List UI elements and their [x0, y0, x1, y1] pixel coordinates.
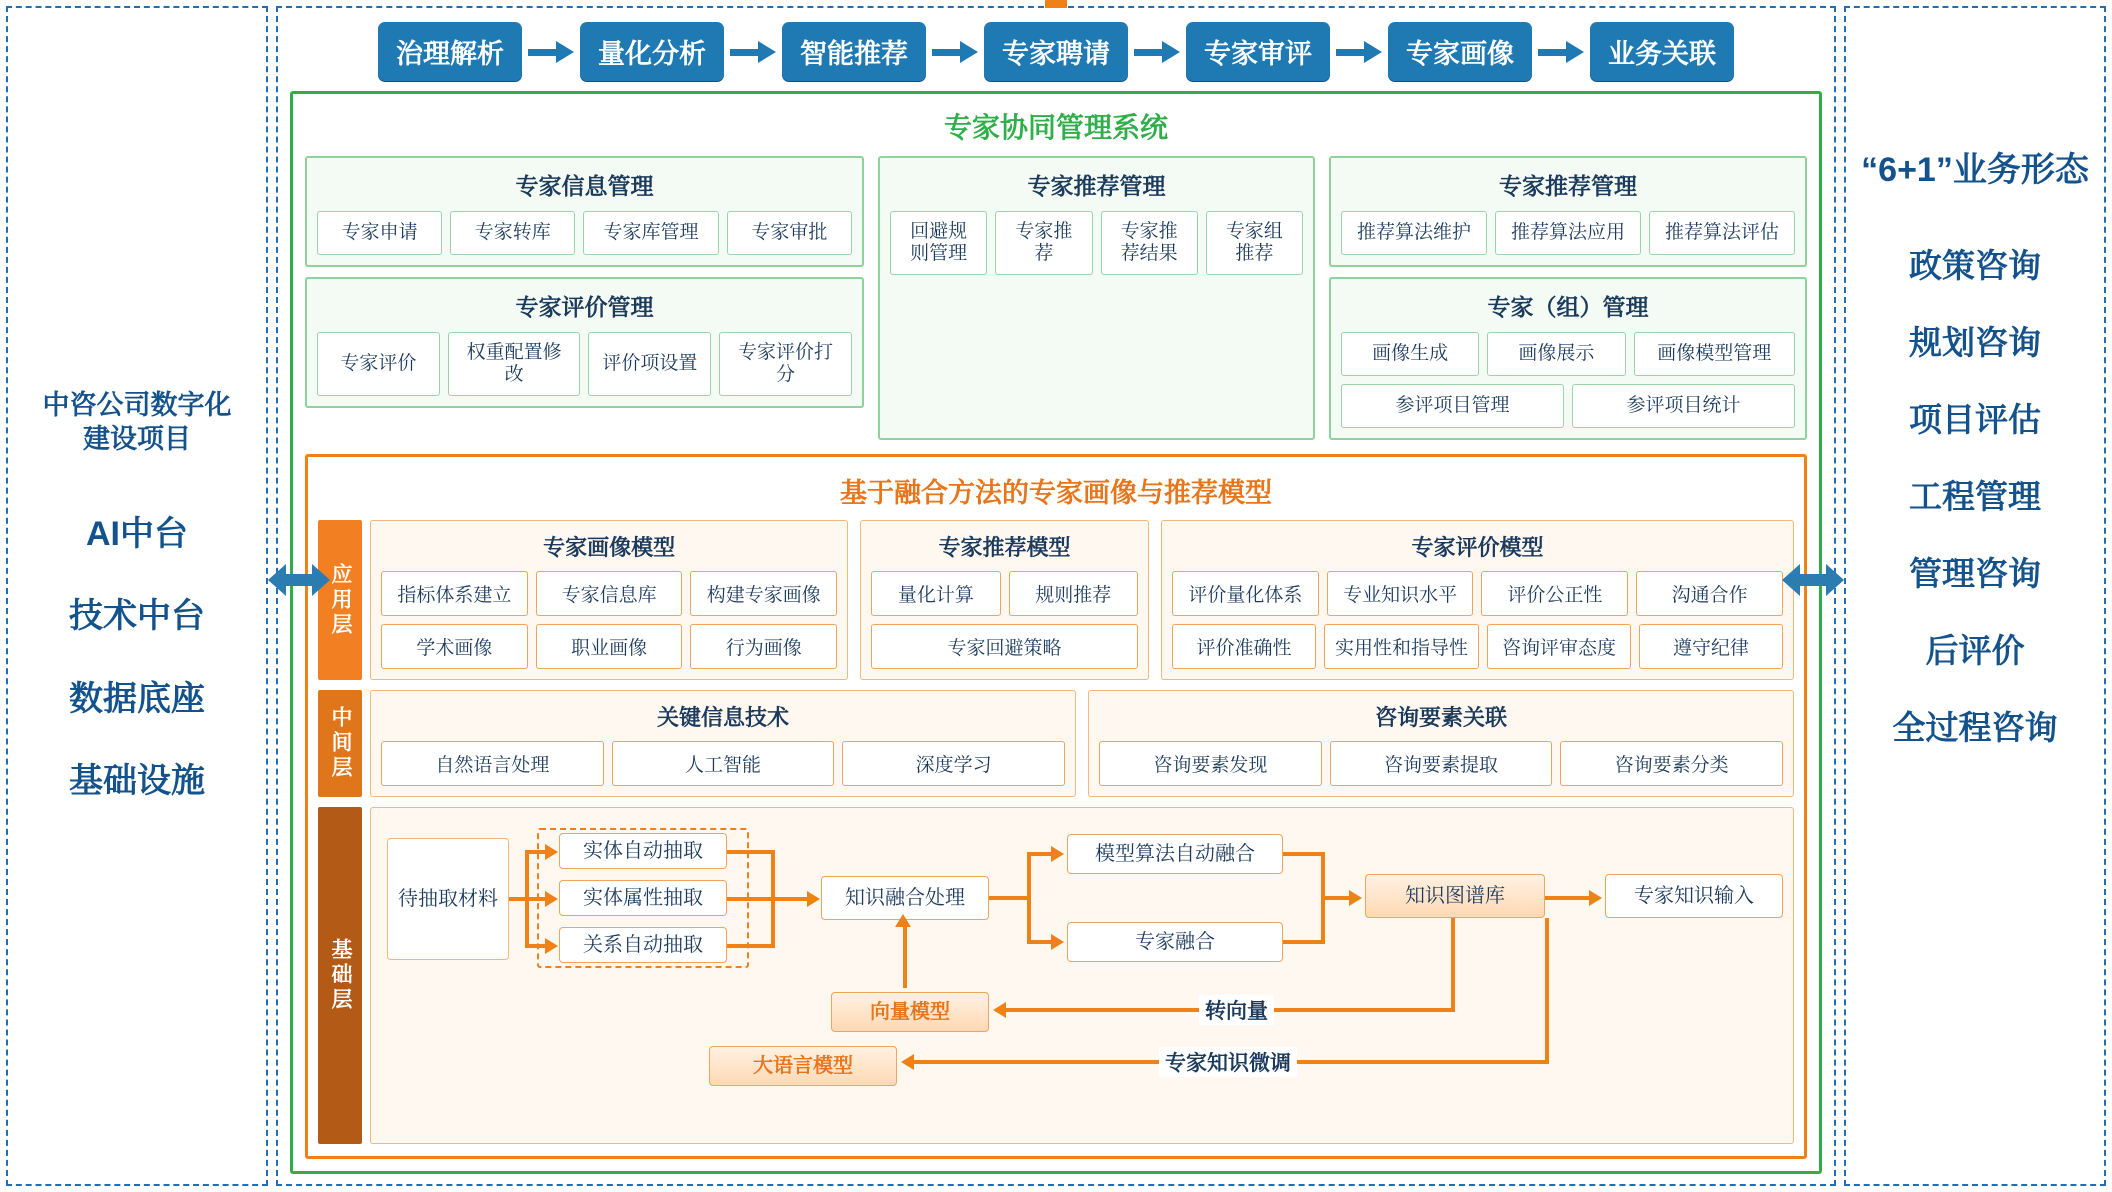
edge-merge-to-fusion: [771, 897, 809, 901]
left-item-infrastructure: 基础设施: [69, 762, 205, 801]
node-knowledge-graph-db[interactable]: 知识图谱库: [1365, 874, 1545, 918]
btn-nlp[interactable]: 自然语言处理: [381, 741, 604, 786]
arrow-right-icon: [1538, 41, 1584, 63]
btn-algo-maintain[interactable]: 推荐算法维护: [1341, 211, 1487, 255]
btn-expert-recommend-result[interactable]: 专家推荐结果: [1101, 211, 1198, 275]
btn-quantitative-calc[interactable]: 量化计算: [871, 571, 1000, 616]
btn-expert-avoidance-strategy[interactable]: 专家回避策略: [871, 624, 1138, 669]
right-item-policy-consulting: 政策咨询: [1909, 247, 2041, 285]
right-left-double-arrow-icon: [1782, 560, 1844, 600]
model-title: 基于融合方法的专家画像与推荐模型: [840, 478, 1272, 508]
btn-portrait-display[interactable]: 画像展示: [1487, 332, 1625, 376]
panel-recommend-algorithm-title: 专家推荐管理: [1499, 173, 1638, 199]
panel-expert-info: [305, 156, 864, 267]
edge-kg-down: [1451, 918, 1455, 1012]
group-key-info-tech-title: 关键信息技术: [656, 705, 789, 730]
btn-expert-group-recommend[interactable]: 专家组推荐: [1206, 211, 1303, 275]
arrow-right-icon: [528, 41, 574, 63]
panel-expert-recommend: [878, 156, 1315, 440]
arrow-head-icon: [545, 891, 558, 907]
btn-rule-recommend[interactable]: 规则推荐: [1009, 571, 1138, 616]
flow-step-2[interactable]: 量化分析: [580, 22, 724, 81]
edge-to-relation: [525, 944, 547, 948]
group-expert-evaluation-model-title: 专家评价模型: [1411, 535, 1544, 560]
btn-discipline-compliance[interactable]: 遵守纪律: [1639, 624, 1783, 669]
layer-tab-middle: 中间层: [318, 690, 362, 797]
node-entity-extraction[interactable]: 实体自动抽取: [559, 833, 727, 869]
node-relation-extraction[interactable]: 关系自动抽取: [559, 927, 727, 963]
btn-expert-apply[interactable]: 专家申请: [317, 211, 442, 255]
panel-expert-group-title: 专家（组）管理: [1487, 294, 1649, 320]
panel-expert-evaluation-title: 专家评价管理: [515, 294, 654, 320]
btn-artificial-intelligence[interactable]: 人工智能: [612, 741, 835, 786]
left-panel: [6, 6, 268, 1186]
btn-element-extraction[interactable]: 咨询要素提取: [1330, 741, 1553, 786]
layer-tab-base: 基础层: [318, 807, 362, 1144]
edge-fusion-split: [1027, 852, 1031, 944]
left-right-double-arrow-icon: [268, 560, 330, 600]
flow-step-5[interactable]: 专家审评: [1186, 22, 1330, 81]
node-attribute-extraction[interactable]: 实体属性抽取: [559, 880, 727, 916]
group-consulting-element-relation: [1088, 690, 1794, 797]
btn-eval-accuracy[interactable]: 评价准确性: [1172, 624, 1316, 669]
left-item-ai-midplatform: AI中台: [86, 514, 188, 553]
btn-eval-quant-system[interactable]: 评价量化体系: [1172, 571, 1319, 616]
edge-entity-out: [727, 850, 775, 854]
node-vector-model[interactable]: 向量模型: [831, 992, 989, 1032]
left-item-data-base: 数据底座: [69, 679, 205, 718]
node-source-material[interactable]: 待抽取材料: [387, 838, 509, 960]
node-algorithm-auto-fusion[interactable]: 模型算法自动融合: [1067, 834, 1283, 874]
btn-review-project-manage[interactable]: 参评项目管理: [1341, 384, 1564, 428]
arrow-head-icon: [1589, 890, 1602, 906]
btn-portrait-model-manage[interactable]: 画像模型管理: [1634, 332, 1795, 376]
edge-to-attr: [525, 897, 547, 901]
edge-vector-to-fusion: [903, 922, 907, 988]
right-panel: [1844, 6, 2106, 1186]
btn-index-system-build[interactable]: 指标体系建立: [381, 571, 528, 616]
btn-expert-pool-manage[interactable]: 专家库管理: [583, 211, 718, 255]
panel-recommend-algorithm: [1329, 156, 1807, 267]
up-arrow-icon: [1034, 0, 1078, 8]
arrow-head-icon: [1349, 890, 1362, 906]
arrow-head-icon: [901, 1054, 914, 1070]
fusion-model-box: [305, 454, 1807, 1159]
arrow-head-icon: [1051, 934, 1064, 950]
right-item-management-consulting: 管理咨询: [1909, 555, 2041, 593]
btn-expert-evaluation-scoring[interactable]: 专家评价打分: [719, 332, 852, 396]
edge-fusion-out: [989, 896, 1031, 900]
left-panel-title: 中咨公司数字化建设项目: [42, 390, 232, 454]
left-item-tech-midplatform: 技术中台: [69, 597, 205, 636]
btn-expert-recommend[interactable]: 专家推荐: [995, 211, 1092, 275]
btn-weight-config-edit[interactable]: 权重配置修改: [448, 332, 581, 396]
system-column-right: [1329, 156, 1807, 440]
system-panels: [305, 156, 1807, 440]
arrow-head-icon: [807, 891, 820, 907]
btn-portrait-generate[interactable]: 画像生成: [1341, 332, 1479, 376]
group-expert-evaluation-model: [1161, 520, 1794, 680]
edge-expert-out: [1283, 940, 1325, 944]
right-item-whole-process-consulting: 全过程咨询: [1892, 709, 2058, 747]
flow-step-6[interactable]: 专家画像: [1388, 22, 1532, 81]
btn-evaluation-item-setting[interactable]: 评价项设置: [588, 332, 711, 396]
right-item-project-evaluation: 项目评估: [1909, 401, 2041, 439]
flow-step-4[interactable]: 专家聘请: [984, 22, 1128, 81]
panel-expert-evaluation: [305, 277, 864, 408]
right-panel-items: [1893, 240, 2058, 749]
btn-review-project-stats[interactable]: 参评项目统计: [1572, 384, 1795, 428]
right-panel-title: “6+1”业务形态: [1861, 151, 2089, 189]
system-column-left: [305, 156, 864, 440]
edge-kg-down-2: [1545, 918, 1549, 1062]
arrow-right-icon: [932, 41, 978, 63]
edge-to-entity: [525, 850, 547, 854]
right-item-engineering-management: 工程管理: [1909, 478, 2041, 516]
btn-career-portrait[interactable]: 职业画像: [536, 624, 683, 669]
btn-expert-evaluate[interactable]: 专家评价: [317, 332, 440, 396]
group-consulting-element-relation-title: 咨询要素关联: [1374, 705, 1507, 730]
right-item-post-evaluation: 后评价: [1925, 632, 2025, 670]
arrow-head-icon: [1051, 846, 1064, 862]
base-flow-container: [370, 807, 1794, 1144]
node-expert-fusion[interactable]: 专家融合: [1067, 922, 1283, 962]
btn-eval-fairness[interactable]: 评价公正性: [1481, 571, 1628, 616]
arrow-head-icon: [993, 1002, 1006, 1018]
arrow-right-icon: [730, 41, 776, 63]
btn-practicality-guidance[interactable]: 实用性和指导性: [1324, 624, 1479, 669]
edge-algo-out: [1283, 852, 1325, 856]
node-expert-knowledge-input[interactable]: 专家知识输入: [1605, 874, 1783, 918]
arrow-head-icon: [545, 844, 558, 860]
group-expert-portrait-model: [370, 520, 848, 680]
btn-expert-info-library[interactable]: 专家信息库: [536, 571, 683, 616]
panel-expert-group: [1329, 277, 1807, 440]
btn-review-attitude[interactable]: 咨询评审态度: [1487, 624, 1631, 669]
arrow-right-icon: [1336, 41, 1382, 63]
edge-relation-out: [727, 944, 775, 948]
btn-element-discovery[interactable]: 咨询要素发现: [1099, 741, 1322, 786]
btn-algo-apply[interactable]: 推荐算法应用: [1495, 211, 1641, 255]
flow-step-3[interactable]: 智能推荐: [782, 22, 926, 81]
flow-step-1[interactable]: 治理解析: [378, 22, 522, 81]
btn-deep-learning[interactable]: 深度学习: [842, 741, 1065, 786]
label-to-vector: 转向量: [1199, 995, 1274, 1025]
panel-expert-info-title: 专家信息管理: [515, 173, 654, 199]
layer-base: [318, 807, 1794, 1144]
btn-expert-transfer[interactable]: 专家转库: [450, 211, 575, 255]
label-expert-knowledge-finetune: 专家知识微调: [1159, 1047, 1297, 1077]
layer-application: [318, 520, 1794, 680]
group-expert-portrait-model-title: 专家画像模型: [543, 535, 676, 560]
arrow-right-icon: [1134, 41, 1180, 63]
right-item-planning-consulting: 规划咨询: [1909, 324, 2041, 362]
btn-expert-approve[interactable]: 专家审批: [727, 211, 852, 255]
edge-kg-to-input: [1545, 896, 1593, 900]
process-flow: [290, 22, 1822, 81]
main-panel: [276, 6, 1836, 1186]
node-large-language-model[interactable]: 大语言模型: [709, 1046, 897, 1086]
node-knowledge-fusion[interactable]: 知识融合处理: [821, 876, 989, 920]
btn-behavior-portrait[interactable]: 行为画像: [690, 624, 837, 669]
btn-professional-knowledge-level[interactable]: 专业知识水平: [1327, 571, 1474, 616]
flow-step-7[interactable]: 业务关联: [1590, 22, 1734, 81]
btn-algo-evaluate[interactable]: 推荐算法评估: [1649, 211, 1795, 255]
base-flow-canvas: [379, 814, 1785, 1084]
layer-middle: [318, 690, 1794, 797]
left-panel-items: [69, 513, 205, 803]
group-key-info-tech: [370, 690, 1076, 797]
group-expert-recommend-model: [860, 520, 1149, 680]
edge-attr-out: [727, 897, 775, 901]
arrow-head-icon: [895, 914, 911, 927]
btn-build-expert-portrait[interactable]: 构建专家画像: [690, 571, 837, 616]
btn-element-classification[interactable]: 咨询要素分类: [1560, 741, 1783, 786]
arrow-head-icon: [545, 938, 558, 954]
system-title: 专家协同管理系统: [943, 112, 1168, 143]
btn-academic-portrait[interactable]: 学术画像: [381, 624, 528, 669]
layer-tab-application: 应用层: [318, 520, 362, 680]
expert-collab-system: [290, 91, 1822, 1174]
btn-avoidance-rule-manage[interactable]: 回避规则管理: [890, 211, 987, 275]
btn-communication-cooperation[interactable]: 沟通合作: [1636, 571, 1783, 616]
group-expert-recommend-model-title: 专家推荐模型: [938, 535, 1071, 560]
panel-expert-recommend-title: 专家推荐管理: [1027, 173, 1166, 199]
